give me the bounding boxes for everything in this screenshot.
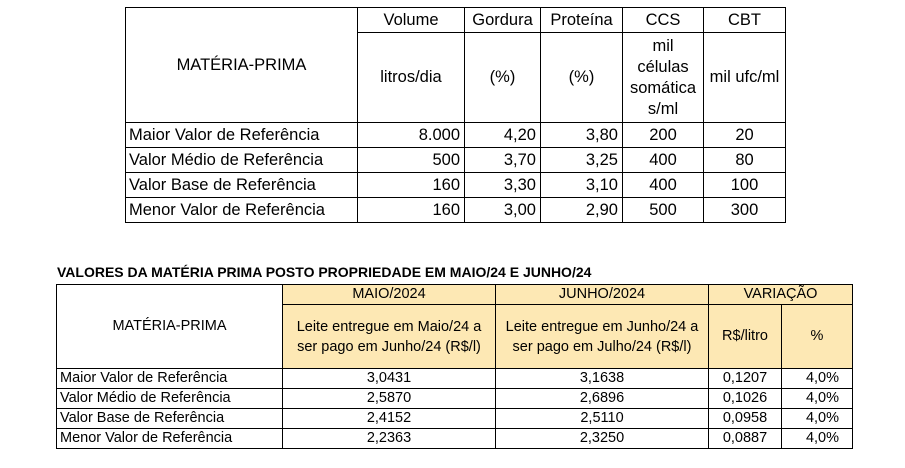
group-header-maio: MAIO/2024	[283, 285, 496, 305]
table-row	[126, 123, 786, 148]
table-row	[126, 148, 786, 173]
column-header-proteina: Proteína	[541, 8, 623, 33]
unit-ccs: mil células somática s/ml	[623, 33, 704, 123]
cell-volume: 160	[358, 198, 465, 223]
row-label: Valor Médio de Referência	[126, 148, 358, 173]
sub-header-maio: Leite entregue em Maio/24 a ser pago em Junho/24 (R$/l)	[283, 305, 496, 369]
cell-cbt: 80	[704, 148, 786, 173]
cell-maio: 2,5870	[283, 389, 496, 409]
cell-proteina: 3,10	[541, 173, 623, 198]
cell-var-rs: 0,0958	[709, 409, 782, 429]
table-group-header-row	[57, 285, 853, 305]
column-header-ccs: CCS	[623, 8, 704, 33]
cell-cbt: 20	[704, 123, 786, 148]
cell-var-pct: 4,0%	[782, 429, 853, 449]
cell-junho: 3,1638	[496, 369, 709, 389]
cell-ccs: 400	[623, 173, 704, 198]
cell-junho: 2,3250	[496, 429, 709, 449]
row-label: Maior Valor de Referência	[126, 123, 358, 148]
cell-proteina: 3,80	[541, 123, 623, 148]
row-label: Menor Valor de Referência	[57, 429, 283, 449]
column-header-cbt: CBT	[704, 8, 786, 33]
cell-ccs: 400	[623, 148, 704, 173]
cell-proteina: 2,90	[541, 198, 623, 223]
unit-proteina: (%)	[541, 33, 623, 123]
group-header-junho: JUNHO/2024	[496, 285, 709, 305]
table-row	[57, 389, 853, 409]
row-label: Maior Valor de Referência	[57, 369, 283, 389]
cell-proteina: 3,25	[541, 148, 623, 173]
cell-volume: 160	[358, 173, 465, 198]
cell-junho: 2,5110	[496, 409, 709, 429]
unit-cbt: mil ufc/ml	[704, 33, 786, 123]
corner-header: MATÉRIA-PRIMA	[126, 8, 358, 123]
cell-gordura: 3,30	[465, 173, 541, 198]
table-header-row	[126, 8, 786, 33]
cell-var-rs: 0,1026	[709, 389, 782, 409]
cell-maio: 3,0431	[283, 369, 496, 389]
reference-values-table	[125, 7, 786, 223]
sub-header-percent: %	[782, 305, 853, 369]
corner-header: MATÉRIA-PRIMA	[57, 285, 283, 369]
cell-maio: 2,4152	[283, 409, 496, 429]
table-row	[57, 409, 853, 429]
row-label: Valor Base de Referência	[57, 409, 283, 429]
sub-header-rs-litro: R$/litro	[709, 305, 782, 369]
row-label: Menor Valor de Referência	[126, 198, 358, 223]
column-header-gordura: Gordura	[465, 8, 541, 33]
cell-cbt: 100	[704, 173, 786, 198]
group-header-variacao: VARIAÇÃO	[709, 285, 853, 305]
section-title: VALORES DA MATÉRIA PRIMA POSTO PROPRIEDADE EM MAIO/24 E JUNHO/24	[57, 264, 592, 280]
cell-gordura: 3,00	[465, 198, 541, 223]
table-row	[126, 198, 786, 223]
cell-volume: 500	[358, 148, 465, 173]
column-header-volume: Volume	[358, 8, 465, 33]
row-label: Valor Médio de Referência	[57, 389, 283, 409]
row-label: Valor Base de Referência	[126, 173, 358, 198]
cell-var-rs: 0,1207	[709, 369, 782, 389]
table-row	[57, 429, 853, 449]
unit-gordura: (%)	[465, 33, 541, 123]
cell-volume: 8.000	[358, 123, 465, 148]
sub-header-junho: Leite entregue em Junho/24 a ser pago em Julho/24 (R$/l)	[496, 305, 709, 369]
cell-var-pct: 4,0%	[782, 409, 853, 429]
cell-junho: 2,6896	[496, 389, 709, 409]
cell-gordura: 4,20	[465, 123, 541, 148]
unit-volume: litros/dia	[358, 33, 465, 123]
cell-cbt: 300	[704, 198, 786, 223]
cell-ccs: 200	[623, 123, 704, 148]
price-values-table	[56, 284, 853, 449]
cell-var-rs: 0,0887	[709, 429, 782, 449]
cell-var-pct: 4,0%	[782, 389, 853, 409]
cell-var-pct: 4,0%	[782, 369, 853, 389]
cell-gordura: 3,70	[465, 148, 541, 173]
table-row	[126, 173, 786, 198]
cell-maio: 2,2363	[283, 429, 496, 449]
cell-ccs: 500	[623, 198, 704, 223]
table-row	[57, 369, 853, 389]
